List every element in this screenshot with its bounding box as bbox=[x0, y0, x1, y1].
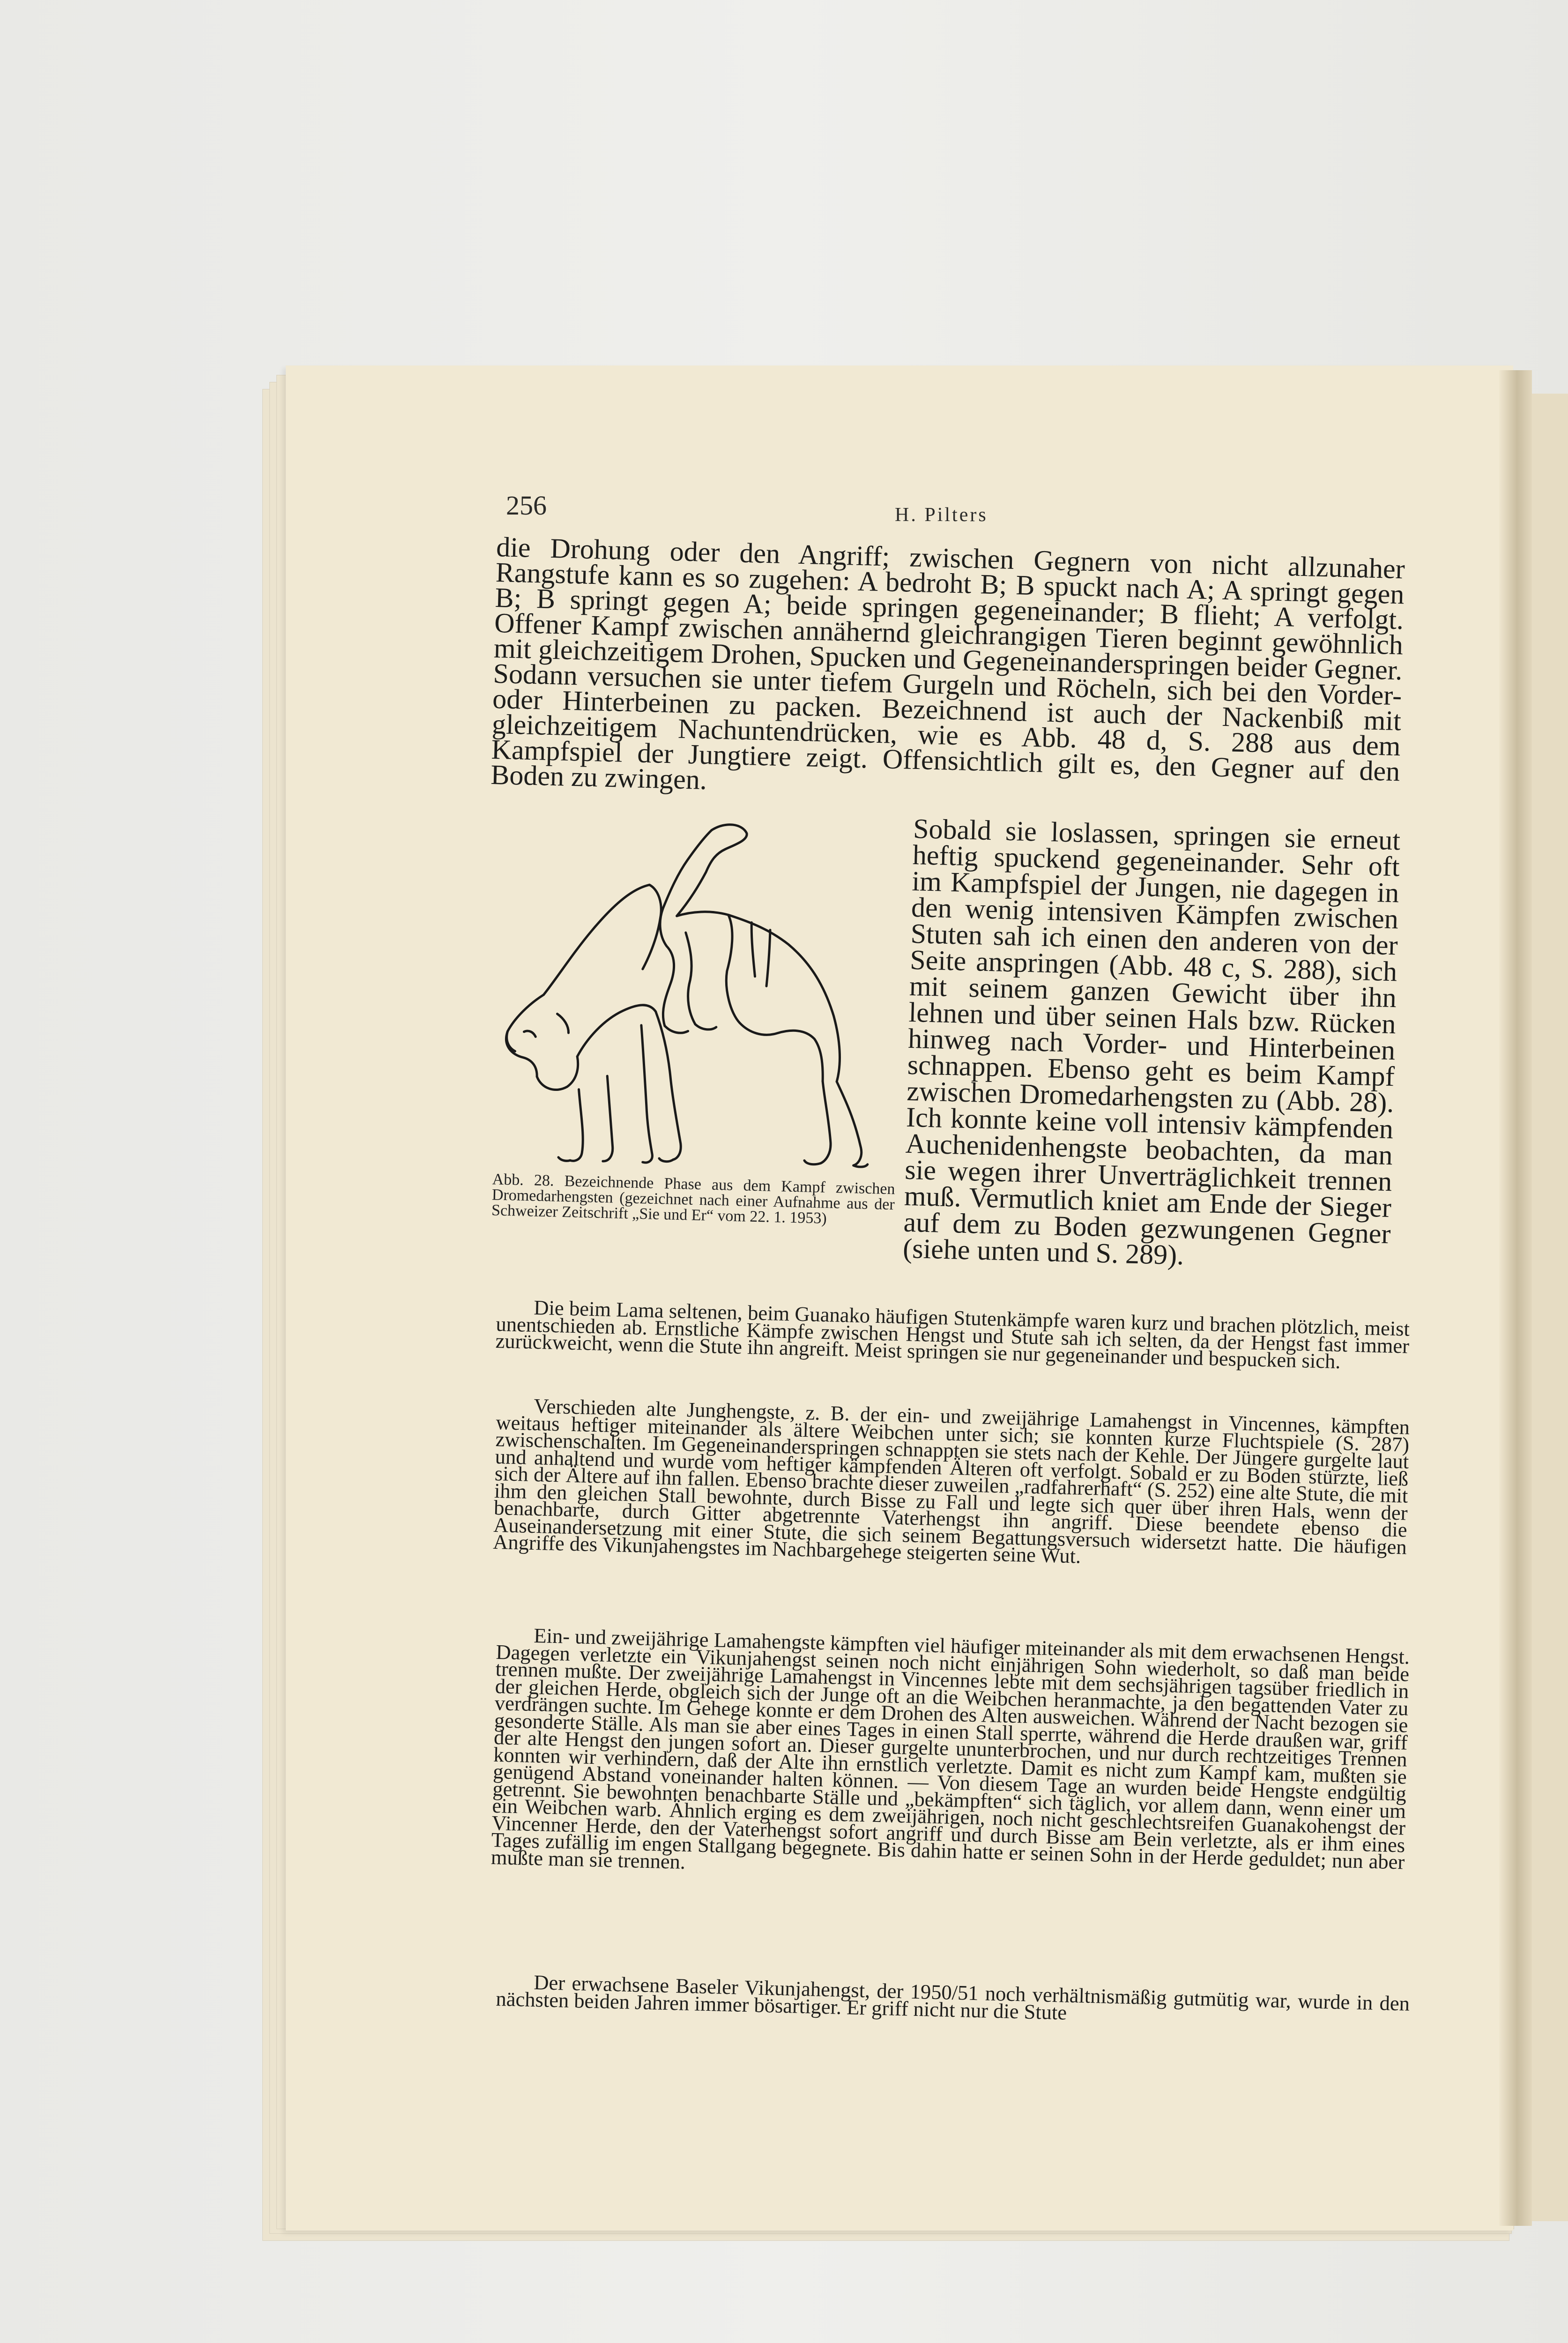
small-paragraph-3 bbox=[490, 1623, 1410, 1888]
body-paragraph-top: die Drohung oder den Angriff; zwischen Gegnern von nicht allzunaher Rangstufe kann es so zugehen: A bedroht B; B spuckt nach A; A springt gegen B; B springt gegen A; beide springen gegeneinander; B flieht; A verfolgt. Offener Kampf zwischen annähernd gleichrangigen Tieren beginnt gewöhnlich mit gleichzeitigem Drohen, Spucken und Gegeneinanderspringen beider Gegner. Sodann versuchen sie unter tiefem Gurgeln und Röcheln, sich bei den Vorder- oder Hinterbeinen zu packen. Bezeichnend ist auch der Nackenbiß mit gleichzeitigem Nachuntendrücken, wie es Abb. 48 d, S. 288 aus dem Kampfspiel der Jungtiere zeigt. Offensichtlich gilt es, den Gegner auf den Boden zu zwingen. bbox=[490, 531, 1405, 796]
small-paragraph-4 bbox=[496, 1970, 1410, 2030]
paragraph-text: Der erwachsene Baseler Vikunjahengst, der 1950/51 noch verhältnismäßig gutmütig war, wurde in den nächsten beiden Jahren immer bösartiger. Er griff nicht nur die Stute bbox=[496, 1970, 1410, 2024]
paragraph-text: Die beim Lama seltenen, beim Guanako häufigen Stutenkämpfe waren kurz und brachen plötzlich, meist unentschieden ab. Ernstliche Kämpfe zwischen Hengst und Stute sah ich selten, da der Hengst fast immer zurückweicht, wenn die Stute ihn angreift. Meist springen sie nur gegeneinander und bespucken sich. bbox=[495, 1295, 1410, 1373]
small-paragraph-1 bbox=[495, 1295, 1410, 1373]
body-paragraph-wrap: Sobald sie loslassen, springen sie erneut heftig spuckend gegeneinander. Sehr oft im Kampfspiel der Jungen, nie dagegen in den wenig intensiven Kämpfen zwischen Stuten sah ich einen den anderen von der Seite anspringen (Abb. 48 c, S. 288), sich mit seinem ganzen Gewicht über ihn lehnen und über seinen Hals bzw. Rücken hinweg nach Vorder- und Hinterbeinen schnappen. Ebenso geht es beim Kampf zwischen Dromedarhengsten zu (Abb. 28). Ich konnte keine voll intensiv kämpfenden Auchenidenhengste beobachten, da man sie wegen ihrer Unverträglichkeit trennen muß. Vermutlich kniet am Ende der Sieger auf dem zu Boden gezwungenen Gegner (siehe unten und S. 289). bbox=[902, 813, 1401, 1271]
paragraph-text: Verschieden alte Junghengste, z. B. der ein- und zweijährige Lamahengst in Vincennes, kämpften weitaus heftiger miteinander als ältere Weibchen unter sich; sie konnten kurze Fluchtspiele (S. 287) zwischenschalten. Im Gegeneinanderspringen schnappten sie stets nach der Kehle. Der Jüngere gurgelte laut und anhaltend und wurde vom heftiger kämpfenden Älteren oft verfolgt. Sobald er zu Boden stürzte, ließ sich der Ältere auf ihn fallen. Ebenso brachte dieser zuweilen „radfahrerhaft“ (S. 252) eine alte Stute, die mit ihm den gleichen Stall bewohnte, durch Bisse zu Fall und legte sich quer über ihren Hals, wenn der benachbarte, durch Gitter abgetrennte Vaterhengst ihn angriff. Diese beendete ebenso die Auseinandersetzung mit einer Stute, die sich seinem Begattungsversuch widersetzt hatte. Die häufigen Angriffe des Vikunjahengstes im Nachbargehege steigerten seine Wut. bbox=[492, 1394, 1410, 1568]
camel-fight-illustration bbox=[483, 811, 913, 1177]
book-page bbox=[286, 366, 1513, 2231]
paragraph-text: Ein- und zweijährige Lamahengste kämpften viel häufiger miteinander als mit dem erwachsenen Hengst. Dagegen verletzte ein Vikunjahengst seinen noch nicht einjährigen Sohn wiederholt, so daß man beide trennen mußte. Der zweijährige Lamahengst in Vincennes lebte mit dem sechsjährigen tagsüber friedlich in der gleichen Herde, obgleich sich der Junge oft an die Weibchen heranmachte, ja den begattenden Vater zu verdrängen suchte. Im Gehege konnte er dem Drohen des Alten ausweichen. Während der Nacht bezogen sie gesonderte Ställe. Als man sie aber eines Tages in einen Stall sperrte, während die Herde draußen war, griff der alte Hengst den jungen sofort an. Dieser gurgelte ununterbrochen, und nur durch rechtzeitiges Trennen konnten wir verhindern, daß der Alte ihn ernstlich verletzte. Damit es nicht zum Kampf kam, mußten sie genügend Abstand voneinander halten können. — Von diesem Tage an wurden beide Hengste endgültig getrennt. Sie bewohnten benachbarte Ställe und „bekämpften“ sich täglich, vor allem dann, wenn einer um ein Weibchen warb. Ähnlich erging es dem zweijährigen, noch nicht geschlechtsreifen Guanakohengst der Vincenner Herde, den der Vaterhengst sofort angriff und durch Bisse am Bein verletzte, als er ihm eines Tages zufällig im engen Stallgang begegnete. Bis dahin hatte er seinen Sohn in der Herde geduldet; nun aber mußte man sie trennen. bbox=[490, 1623, 1410, 1874]
running-head: H. Pilters bbox=[895, 504, 988, 526]
small-paragraph-2 bbox=[493, 1396, 1410, 1573]
figure-abb-28 bbox=[480, 811, 914, 1299]
book-gutter bbox=[1499, 370, 1532, 2226]
figure-caption: Abb. 28. Bezeichnende Phase aus dem Kampf zwischen Dromedarhengsten (gezeichnet nach einer Aufnahme aus der Schweizer Zeitschrift „Sie und Er“ vom 22. 1. 1953) bbox=[491, 1171, 895, 1227]
page-number: 256 bbox=[506, 490, 547, 521]
